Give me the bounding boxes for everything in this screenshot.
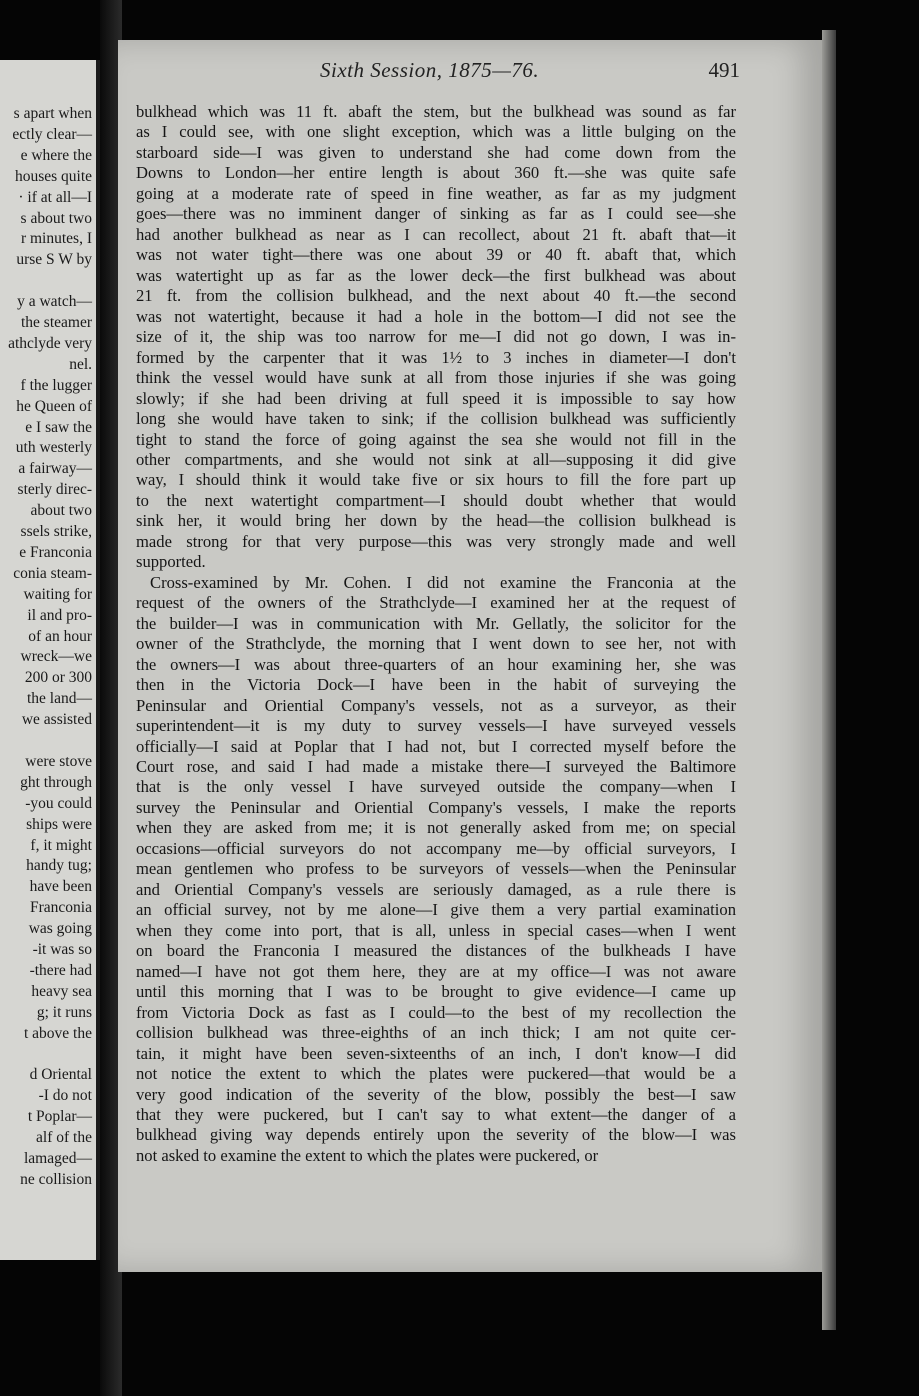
- text-line: owner of the Strathclyde, the morning that I went down to see her, not with: [136, 634, 736, 654]
- facing-page-line: of an hour: [28, 627, 92, 645]
- facing-page-line: lamaged—: [23, 1150, 92, 1167]
- facing-page-line: houses quite: [14, 167, 92, 185]
- text-line: an official survey, not by me alone—I give them a very partial examination: [136, 900, 736, 920]
- facing-page-line: f the lugger: [20, 376, 92, 394]
- text-line: was not water tight—there was one about 39 or 40 ft. abaft that, which: [136, 245, 736, 265]
- text-line: as I could see, with one slight exception, which was a little bulging on the: [136, 122, 736, 142]
- facing-page-line: wreck—we: [20, 648, 92, 666]
- text-line: Court rose, and said I had made a mistake there—I surveyed the Baltimore: [136, 757, 736, 776]
- facing-page-line: -you could: [25, 794, 92, 812]
- facing-page-line: sterly direc-: [17, 481, 92, 499]
- facing-page-line: heavy sea: [31, 982, 92, 1000]
- facing-page-line: s apart when: [13, 105, 92, 122]
- facing-page-line: -it was so: [32, 941, 92, 958]
- facing-page-line: y a watch—: [17, 293, 92, 311]
- text-line: slowly; if she had been driving at full speed it is impossible to say how: [136, 388, 736, 408]
- facing-page-line: about two: [30, 502, 92, 520]
- text-line: sink her, it would bring her down by the head—the collision bulkhead is: [136, 511, 736, 531]
- text-line: until this morning that I was to be brought to give evidence—I came up: [136, 982, 736, 1002]
- text-line: survey the Peninsular and Oriential Company's vessels, I make the reports: [136, 797, 736, 817]
- text-line: mean gentlemen who profess to be surveyors of vessels—when the Peninsular: [136, 859, 736, 879]
- text-line: made strong for that very purpose—this was very strongly made and well: [136, 531, 736, 551]
- facing-page-line: ectly clear—: [12, 125, 92, 143]
- text-line: the builder—I was in communication with Mr. Gellatly, the solicitor for the: [136, 613, 736, 633]
- text-line: from Victoria Dock as fast as I could—to the best of my recollection the: [136, 1002, 736, 1022]
- text-line: size of it, the ship was too narrow for me—I did not go down, I was in-: [136, 327, 736, 347]
- text-line: supported.: [136, 552, 206, 572]
- text-line: collision bulkhead was three-eighths of an inch thick; I am not quite cer-: [136, 1023, 736, 1043]
- text-line: officially—I said at Poplar that I had not, but I corrected myself before the: [136, 736, 736, 756]
- facing-page-line: t above the: [23, 1024, 92, 1042]
- facing-page-line: d Oriental: [29, 1066, 92, 1084]
- text-line: when they come into port, that is all, unless in special cases—when I went: [136, 920, 736, 940]
- text-line: goes—there was no imminent danger of sinking as far as I could see—she: [136, 204, 736, 224]
- text-line: Downs to London—her entire length is about 360 ft.—she was quite safe: [136, 163, 736, 183]
- text-line: bulkhead giving way depends entirely upon the severity of the blow—I was: [136, 1125, 736, 1145]
- facing-page-line: ships were: [26, 815, 92, 833]
- facing-page-line: 200 or 300: [24, 669, 92, 687]
- facing-page-line: the land—: [27, 690, 92, 708]
- text-line: not asked to examine the extent to which the plates were puckered, or: [136, 1145, 599, 1165]
- text-line: Cross-examined by Mr. Cohen. I did not examine the Franconia at the: [150, 572, 736, 592]
- facing-page-line: uth westerly: [15, 439, 92, 457]
- facing-page-line: s about two: [20, 209, 92, 227]
- text-line: very good indication of the severity of the blow, possibly the best—I saw: [136, 1084, 736, 1104]
- facing-page-fragment: [0, 60, 102, 1260]
- facing-page-line: handy tug;: [26, 857, 92, 875]
- facing-page-line: g; it runs: [36, 1003, 92, 1021]
- text-line: that is the only vessel I have surveyed outside the company—when I: [136, 777, 736, 797]
- facing-page-line: was going: [28, 920, 92, 938]
- facing-page-line: e where the: [20, 146, 92, 164]
- text-line: tight to stand the force of going against the sea she would not fill in the: [136, 429, 736, 449]
- facing-page-line: r minutes, I: [20, 230, 92, 248]
- facing-page-line: t Poplar—: [27, 1108, 92, 1126]
- facing-page-line: ght through: [20, 773, 92, 791]
- text-line: think the vessel would have sunk at all from those injuries if she was going: [136, 368, 736, 388]
- facing-page-line: urse S W by: [16, 251, 92, 269]
- facing-page-line: conia steam-: [13, 564, 92, 582]
- text-line: starboard side—I was given to understand she had come down from the: [136, 142, 736, 162]
- text-line: when they are asked from me; it is not generally asked from me; on special: [136, 818, 736, 838]
- text-line: request of the owners of the Strathclyde—I examined her at the request of: [136, 593, 736, 613]
- page-edge: [822, 30, 836, 1330]
- text-line: the owners—I was about three-quarters of an hour examining her, she was: [136, 654, 736, 674]
- facing-page-line: the steamer: [20, 314, 92, 331]
- facing-page-line: il and pro-: [27, 606, 92, 624]
- text-line: 21 ft. from the collision bulkhead, and the next about 40 ft.—the second: [136, 286, 736, 306]
- text-line: then in the Victoria Dock—I have been in the habit of surveying the: [136, 675, 736, 695]
- facing-page-line: waiting for: [23, 585, 92, 603]
- facing-page-line: · if at all—I: [18, 188, 92, 206]
- page-number: 491: [708, 58, 740, 82]
- text-line: other compartments, and she would not sink at all—supposing it did give: [136, 449, 736, 469]
- facing-page-line: alf of the: [36, 1129, 92, 1147]
- facing-page-line: a fairway—: [18, 460, 92, 478]
- facing-page-line: e Franconia: [19, 543, 92, 561]
- text-line: was not watertight, because it had a hole in the bottom—I did not see the: [136, 306, 736, 326]
- facing-page-line: ssels strike,: [20, 523, 92, 540]
- text-line: and Oriential Company's vessels are seriously damaged, as a rule there is: [136, 879, 736, 899]
- text-line: that they were puckered, but I can't say to what extent—the danger of a: [136, 1104, 736, 1124]
- facing-page-line: Franconia: [30, 899, 92, 917]
- text-line: to the next watertight compartment—I should doubt whether that would: [136, 490, 736, 510]
- text-line: occasions—official surveyors do not accompany me—by official surveyors, I: [136, 838, 736, 858]
- facing-page-line: -there had: [29, 961, 92, 979]
- facing-page-line: e I saw the: [25, 418, 92, 436]
- facing-page-line: nel.: [69, 355, 92, 373]
- text-line: was watertight up as far as the lower deck—the first bulkhead was about: [136, 265, 736, 285]
- facing-page-line: ne collision: [20, 1170, 92, 1188]
- running-title: Sixth Session, 1875—76.: [320, 58, 540, 82]
- text-line: going at a moderate rate of speed in fine weather, as far as my judgment: [136, 183, 736, 203]
- facing-page-line: f, it might: [30, 836, 92, 854]
- text-line: had another bulkhead as near as I can recollect, about 21 ft. abaft that—it: [136, 224, 736, 244]
- text-line: formed by the carpenter that it was 1½ to 3 inches in diameter—I don't: [136, 347, 736, 367]
- page-header: [130, 58, 740, 88]
- facing-page-line: have been: [29, 878, 92, 896]
- text-line: superintendent—it is my duty to survey vessels—I have surveyed vessels: [136, 716, 736, 736]
- facing-page-line: -I do not: [38, 1087, 92, 1105]
- text-line: tain, it might have been seven-sixteenths of an inch, I don't know—I did: [136, 1043, 736, 1063]
- text-line: way, I should think it would take five or six hours to fill the fore part up: [136, 470, 736, 490]
- text-line: on board the Franconia I measured the distances of the bulkheads I have: [136, 941, 736, 961]
- text-line: Peninsular and Oriential Company's vessels, not as a surveyor, as their: [136, 695, 736, 715]
- text-line: not notice the extent to which the plates were puckered—that would be a: [136, 1064, 736, 1084]
- facing-page-line: he Queen of: [16, 397, 92, 415]
- text-line: named—I have not got them here, they are at my office—I was not aware: [136, 961, 736, 981]
- facing-page-line: athclyde very: [8, 334, 92, 352]
- facing-page-line: were stove: [25, 752, 92, 770]
- facing-page-line: we assisted: [21, 711, 92, 729]
- body-text: [136, 102, 736, 1166]
- text-line: bulkhead which was 11 ft. abaft the stem, but the bulkhead was sound as far: [136, 102, 736, 121]
- text-line: long she would have taken to sink; if the collision bulkhead was sufficiently: [136, 409, 736, 429]
